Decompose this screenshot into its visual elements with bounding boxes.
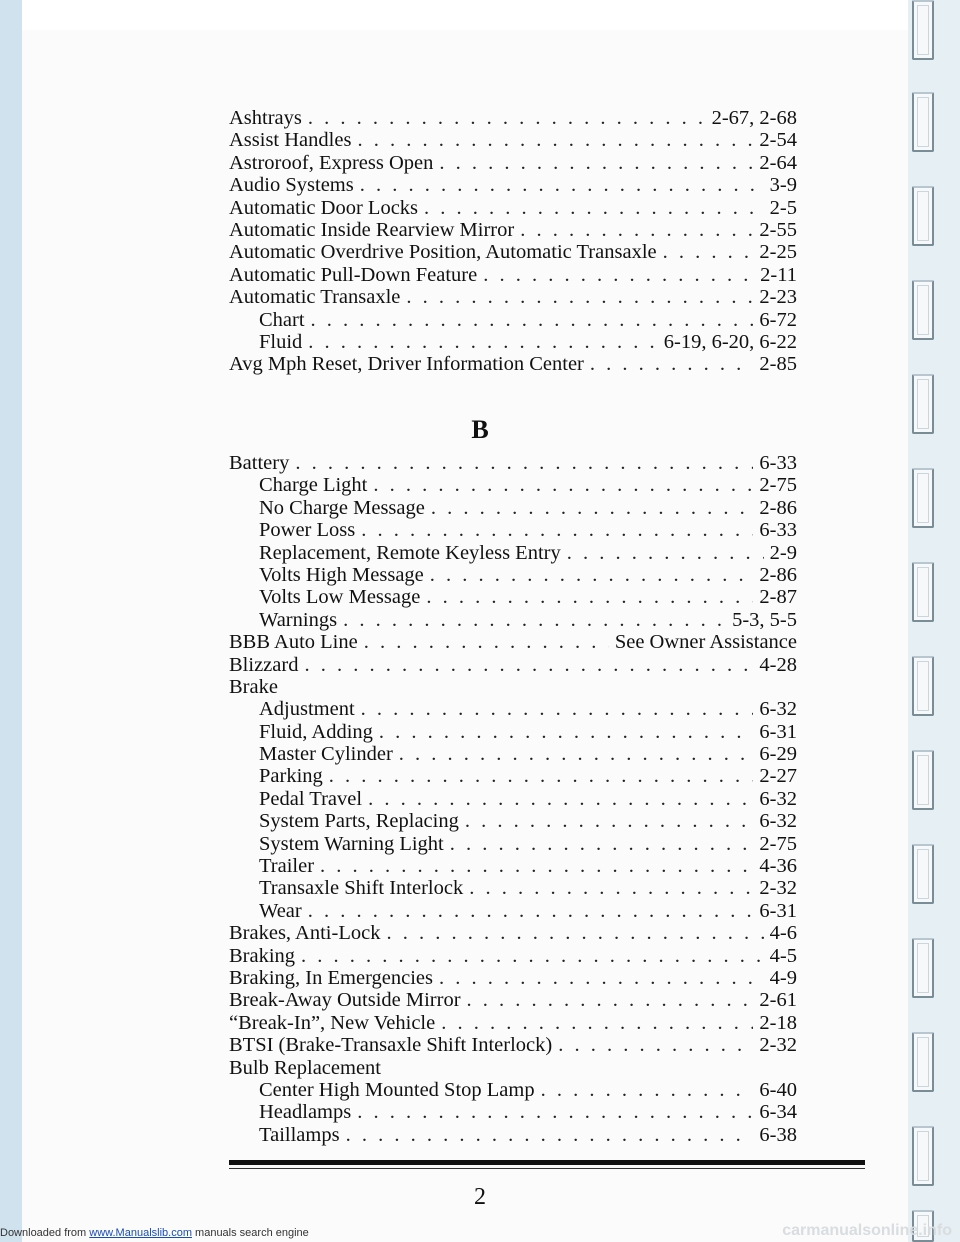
leader-dots (431, 497, 754, 519)
index-subentry (229, 1124, 797, 1146)
index-subentry (229, 474, 797, 496)
page-number: 2 (474, 1184, 486, 1210)
index-subentry (229, 1101, 797, 1123)
entry-page-ref: 2-5 (769, 196, 797, 219)
entry-term: Assist Handles (229, 129, 352, 152)
entry-page-ref: 2-9 (769, 541, 797, 564)
index-entry (229, 152, 797, 174)
entry-page-ref: 2-64 (759, 151, 797, 174)
index-tab (912, 750, 934, 810)
entry-page-ref: 2-27 (759, 765, 797, 788)
entry-page-ref: 6-40 (759, 1078, 797, 1101)
index-subentry (229, 743, 797, 765)
index-subentry (229, 721, 797, 743)
entry-term: Astroroof, Express Open (229, 151, 434, 174)
entry-term: Master Cylinder (259, 743, 393, 766)
index-entry (229, 967, 797, 989)
index-entry (229, 197, 797, 219)
index-subentry (229, 698, 797, 720)
index-entry (229, 353, 797, 375)
entry-page-ref: 2-25 (759, 241, 797, 264)
leader-dots (430, 564, 754, 586)
entry-page-ref: 2-23 (759, 286, 797, 309)
entry-term: “Break-In”, New Vehicle (229, 1011, 436, 1034)
entry-term: Volts High Message (259, 563, 424, 586)
index-tab (912, 562, 934, 622)
index-entry (229, 264, 797, 286)
entry-page-ref: 2-54 (759, 129, 797, 152)
entry-term: No Charge Message (259, 496, 425, 519)
entry-term: Brake (229, 675, 278, 698)
entry-term: Brakes, Anti-Lock (229, 922, 381, 945)
index-subentry (229, 855, 797, 877)
index-tab (912, 938, 934, 998)
entry-term: Braking, In Emergencies (229, 966, 433, 989)
entry-term: Automatic Inside Rearview Mirror (229, 218, 515, 241)
entry-page-ref: 6-38 (759, 1123, 797, 1146)
leader-dots (304, 654, 753, 676)
entry-page-ref: 6-32 (759, 698, 797, 721)
leader-dots (308, 900, 754, 922)
index-tab (912, 844, 934, 904)
index-tab (912, 468, 934, 528)
leader-dots (360, 174, 764, 196)
entry-term: Charge Light (259, 474, 368, 497)
leader-dots (541, 1079, 754, 1101)
footer-rule (229, 1160, 865, 1165)
entry-term: Parking (259, 765, 323, 788)
footer-rule-thin (229, 1168, 865, 1169)
leader-dots (386, 922, 763, 944)
leader-dots (520, 219, 753, 241)
entry-term: Blizzard (229, 653, 299, 676)
index-tab (912, 656, 934, 716)
entry-page-ref: 2-11 (760, 263, 797, 286)
index-subentry (229, 810, 797, 832)
index-entry (229, 129, 797, 151)
leader-dots (301, 945, 764, 967)
entry-page-ref: 6-29 (759, 743, 797, 766)
entry-term: Braking (229, 944, 296, 967)
entry-page-ref: 6-31 (759, 899, 797, 922)
leader-dots (379, 721, 754, 743)
entry-page-ref: 2-86 (759, 496, 797, 519)
leader-dots (308, 331, 657, 353)
entry-term: Replacement, Remote Keyless Entry (259, 541, 561, 564)
entry-page-ref: 5-3, 5-5 (732, 608, 797, 631)
entry-page-ref: 2-32 (759, 1034, 797, 1057)
entry-page-ref: 2-18 (759, 1011, 797, 1034)
leader-dots (567, 542, 764, 564)
leader-dots (320, 855, 753, 877)
index-tab (912, 0, 934, 60)
entry-page-ref: 6-72 (759, 308, 797, 331)
index-entry (229, 1012, 797, 1034)
leader-dots (465, 810, 754, 832)
index-entry (229, 922, 797, 944)
leader-dots (467, 989, 754, 1011)
leader-dots (357, 1101, 753, 1123)
leader-dots (364, 631, 609, 653)
leader-dots (558, 1034, 753, 1056)
index-subentry (229, 765, 797, 787)
entry-page-ref: 6-31 (759, 720, 797, 743)
index-entry (229, 174, 797, 196)
footer-suffix: manuals search engine (191, 1227, 309, 1239)
index-tab (912, 186, 934, 246)
index-subentry (229, 564, 797, 586)
index-entry (229, 452, 797, 474)
entry-page-ref: 2-87 (759, 586, 797, 609)
index-subentry (229, 788, 797, 810)
footer-prefix: Downloaded from (0, 1227, 90, 1239)
entry-term: Automatic Door Locks (229, 196, 419, 219)
entry-term: Volts Low Message (259, 586, 421, 609)
entry-term: Battery (229, 452, 290, 474)
leader-dots (361, 519, 753, 541)
index-entry (229, 945, 797, 967)
entry-term: BBB Auto Line (229, 631, 358, 654)
entry-page-ref: 2-86 (759, 563, 797, 586)
entry-term: Center High Mounted Stop Lamp (259, 1078, 535, 1101)
entry-term: Power Loss (259, 519, 356, 542)
entry-page-ref: 6-33 (759, 452, 797, 474)
entry-page-ref: 4-6 (769, 922, 797, 945)
leader-dots (357, 129, 753, 151)
leader-dots (439, 152, 753, 174)
entry-term: Fluid (259, 330, 303, 353)
entry-page-ref: 2-85 (759, 353, 797, 376)
leader-dots (450, 833, 754, 855)
entry-term: Headlamps (259, 1101, 352, 1124)
entry-page-ref: 2-67, 2-68 (711, 107, 797, 129)
leader-dots (346, 1124, 754, 1146)
index-subentry (229, 519, 797, 541)
index-entry (229, 1034, 797, 1056)
index-entry (229, 107, 797, 129)
entry-page-ref: See Owner Assistance (614, 631, 797, 654)
entry-page-ref: 2-61 (759, 989, 797, 1012)
entry-term: Automatic Transaxle (229, 286, 401, 309)
entry-page-ref: 6-19, 6-20, 6-22 (663, 330, 797, 353)
index-subentry (229, 1079, 797, 1101)
index-subentry (229, 309, 797, 331)
leader-dots (311, 309, 754, 331)
index-entry (229, 631, 797, 653)
leader-dots (483, 264, 754, 286)
entry-term: Audio Systems (229, 174, 354, 197)
leader-dots (424, 197, 764, 219)
leader-dots (399, 743, 754, 765)
index-tab (912, 1032, 934, 1092)
leader-dots (329, 765, 754, 787)
entry-page-ref: 2-75 (759, 474, 797, 497)
leader-dots (439, 967, 764, 989)
entry-term: Wear (259, 899, 302, 922)
entry-term: Pedal Travel (259, 787, 363, 810)
entry-page-ref: 4-5 (769, 944, 797, 967)
entry-page-ref: 6-32 (759, 787, 797, 810)
leader-dots (469, 877, 753, 899)
index-tab (912, 1126, 934, 1186)
entry-term: Automatic Pull-Down Feature (229, 263, 478, 286)
entry-page-ref: 6-33 (759, 519, 797, 542)
entry-page-ref: 6-32 (759, 810, 797, 833)
entry-term: Adjustment (259, 698, 355, 721)
leader-dots (373, 474, 753, 496)
entry-page-ref: 6-34 (759, 1101, 797, 1124)
entry-term: Trailer (259, 855, 315, 878)
leader-dots (441, 1012, 753, 1034)
entry-term: Chart (259, 308, 305, 331)
leader-dots (426, 586, 753, 608)
entry-term: BTSI (Brake-Transaxle Shift Interlock) (229, 1034, 553, 1057)
index-tab (912, 280, 934, 340)
entry-page-ref: 2-75 (759, 832, 797, 855)
index-entry (229, 241, 797, 263)
index-subentry (229, 833, 797, 855)
leader-dots (308, 107, 706, 129)
entry-term: Ashtrays (229, 107, 302, 129)
left-margin-strip (0, 0, 22, 1242)
index-entry (229, 1057, 797, 1079)
entry-page-ref: 4-28 (759, 653, 797, 676)
leader-dots (663, 241, 754, 263)
index-section-b (229, 452, 797, 1146)
entry-term: Break-Away Outside Mirror (229, 989, 461, 1012)
entry-term: Transaxle Shift Interlock (259, 877, 464, 900)
index-subentry (229, 586, 797, 608)
entry-term: Fluid, Adding (259, 720, 373, 743)
leader-dots (343, 609, 726, 631)
entry-term: Warnings (259, 608, 338, 631)
leader-dots (295, 452, 753, 474)
entry-page-ref: 3-9 (769, 174, 797, 197)
leader-dots (590, 353, 754, 375)
download-footer (0, 1227, 309, 1239)
section-letter-b: B (471, 415, 489, 444)
entry-page-ref: 2-32 (759, 877, 797, 900)
index-entry (229, 654, 797, 676)
entry-page-ref: 4-9 (769, 966, 797, 989)
index-entry (229, 989, 797, 1011)
site-watermark: carmanualsonline.info (782, 1222, 952, 1239)
entry-page-ref: 4-36 (759, 855, 797, 878)
entry-term: Bulb Replacement (229, 1056, 381, 1079)
index-subentry (229, 542, 797, 564)
leader-dots (406, 286, 753, 308)
index-subentry (229, 497, 797, 519)
leader-dots (361, 698, 754, 720)
leader-dots (368, 788, 753, 810)
index-entry (229, 676, 797, 698)
index-entry (229, 219, 797, 241)
manualslib-link[interactable]: www.Manualslib.com (89, 1227, 192, 1239)
index-entry (229, 286, 797, 308)
index-subentry (229, 900, 797, 922)
entry-term: System Warning Light (259, 832, 444, 855)
index-subentry (229, 331, 797, 353)
entry-term: Automatic Overdrive Position, Automatic Transaxle (229, 241, 657, 264)
entry-term: Avg Mph Reset, Driver Information Center (229, 353, 584, 376)
entry-page-ref: 2-55 (759, 218, 797, 241)
entry-term: Taillamps (259, 1123, 340, 1146)
index-section-a (229, 107, 797, 376)
entry-term: System Parts, Replacing (259, 810, 459, 833)
index-tab (912, 92, 934, 152)
index-subentry (229, 877, 797, 899)
index-subentry (229, 609, 797, 631)
